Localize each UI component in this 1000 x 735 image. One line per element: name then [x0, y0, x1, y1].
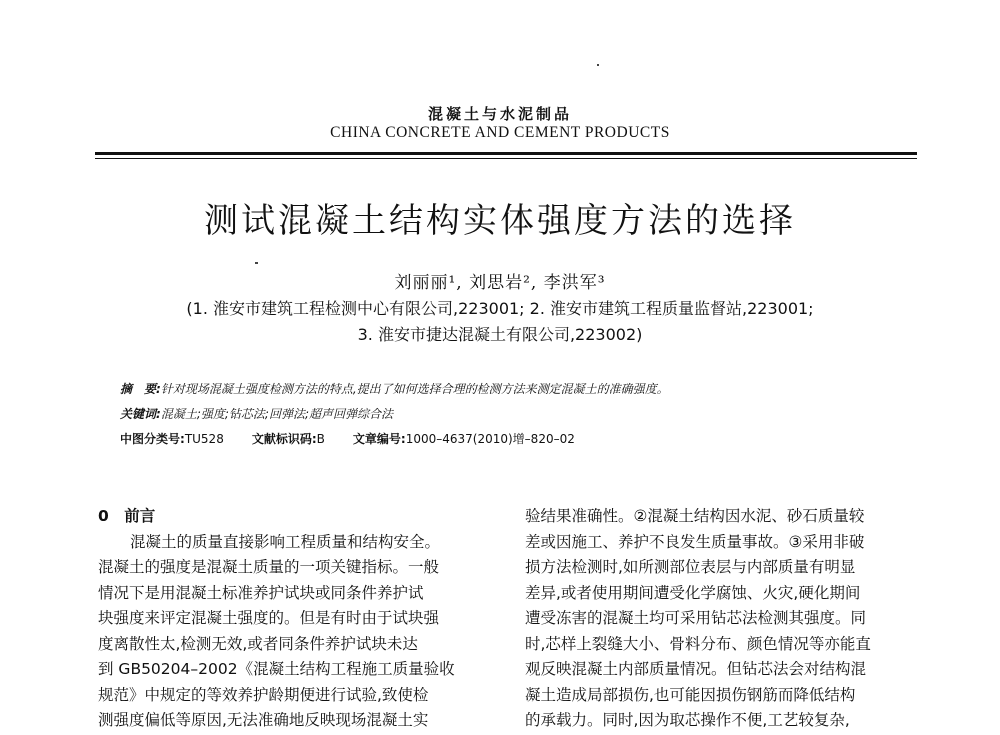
doc-code-label: 文献标识码:	[251, 432, 317, 446]
keywords	[120, 405, 393, 422]
body-line: 块强度来评定混凝土强度的。但是有时由于试块强	[98, 609, 440, 627]
body-line: 差异,或者使用期间遭受化学腐蚀、火灾,硬化期间	[525, 583, 861, 602]
body-line: 规范》中规定的等效养护龄期便进行试验,致使检	[98, 685, 429, 704]
body-line: 到 GB50204–2002《混凝土结构工程施工质量验收	[98, 660, 455, 678]
body-line: 遭受冻害的混凝土均可采用钻芯法检测其强度。同	[525, 609, 867, 627]
affiliation-line-2: 3. 淮安市捷达混凝土有限公司,223002)	[357, 325, 643, 344]
journal-name-chinese: 混凝土与水泥制品	[427, 105, 572, 123]
section-heading: 0 前言	[98, 507, 156, 525]
author-list: 刘丽丽¹, 刘思岩², 李洪军³	[394, 273, 606, 293]
body-line: 度离散性太,检测无效,或者同条件养护试块未达	[98, 634, 418, 653]
header-rule-thick	[95, 152, 917, 155]
classification-row	[120, 430, 575, 447]
body-line: 损方法检测时,如所测部位表层与内部质量有明显	[525, 558, 856, 576]
body-column-right	[525, 504, 930, 734]
abstract	[120, 380, 669, 397]
doc-code-value: B	[316, 432, 325, 446]
body-line: 时,芯样上裂缝大小、骨料分布、颜色情况等亦能直	[525, 634, 871, 653]
article-no-value: 1000–4637(2010)增–820–02	[405, 432, 575, 446]
paper-title: 测试混凝土结构实体强度方法的选择	[204, 201, 796, 241]
body-line: 验结果准确性。②混凝土结构因水泥、砂石质量较	[525, 507, 865, 525]
scan-speck	[255, 262, 258, 264]
body-line: 观反映混凝土内部质量情况。但钻芯法会对结构混	[525, 660, 867, 678]
body-line: 情况下是用混凝土标准养护试块或同条件养护试	[98, 583, 424, 602]
body-line: 的承载力。同时,因为取芯操作不便,工艺较复杂,	[525, 711, 850, 729]
keywords-text: 混凝土;强度;钻芯法;回弹法;超声回弹综合法	[160, 407, 393, 421]
scan-speck	[597, 64, 599, 66]
body-line: 差或因施工、养护不良发生质量事故。③采用非破	[525, 532, 865, 551]
keywords-label: 关键词:	[120, 407, 161, 421]
body-line: 混凝土的强度是混凝土质量的一项关键指标。一般	[98, 558, 440, 576]
body-line: 凝土造成局部损伤,也可能因损伤钢筋而降低结构	[525, 685, 856, 704]
clc-label: 中图分类号:	[120, 432, 185, 446]
body-column-left	[98, 504, 503, 734]
affiliation-line-1: (1. 淮安市建筑工程检测中心有限公司,223001; 2. 淮安市建筑工程质量监督站,223001;	[186, 299, 814, 318]
body-line: 测强度偏低等原因,无法准确地反映现场混凝土实	[98, 711, 429, 729]
journal-name-english: CHINA CONCRETE AND CEMENT PRODUCTS	[330, 124, 670, 141]
abstract-text: 针对现场混凝土强度检测方法的特点,提出了如何选择合理的检测方法来测定混凝土的准确强度。	[160, 382, 669, 396]
clc-value: TU528	[184, 432, 224, 446]
header-rule-thin	[95, 158, 917, 159]
body-line: 混凝土的质量直接影响工程质量和结构安全。	[130, 532, 441, 551]
abstract-label: 摘 要:	[120, 382, 161, 396]
article-no-label: 文章编号:	[352, 432, 406, 446]
